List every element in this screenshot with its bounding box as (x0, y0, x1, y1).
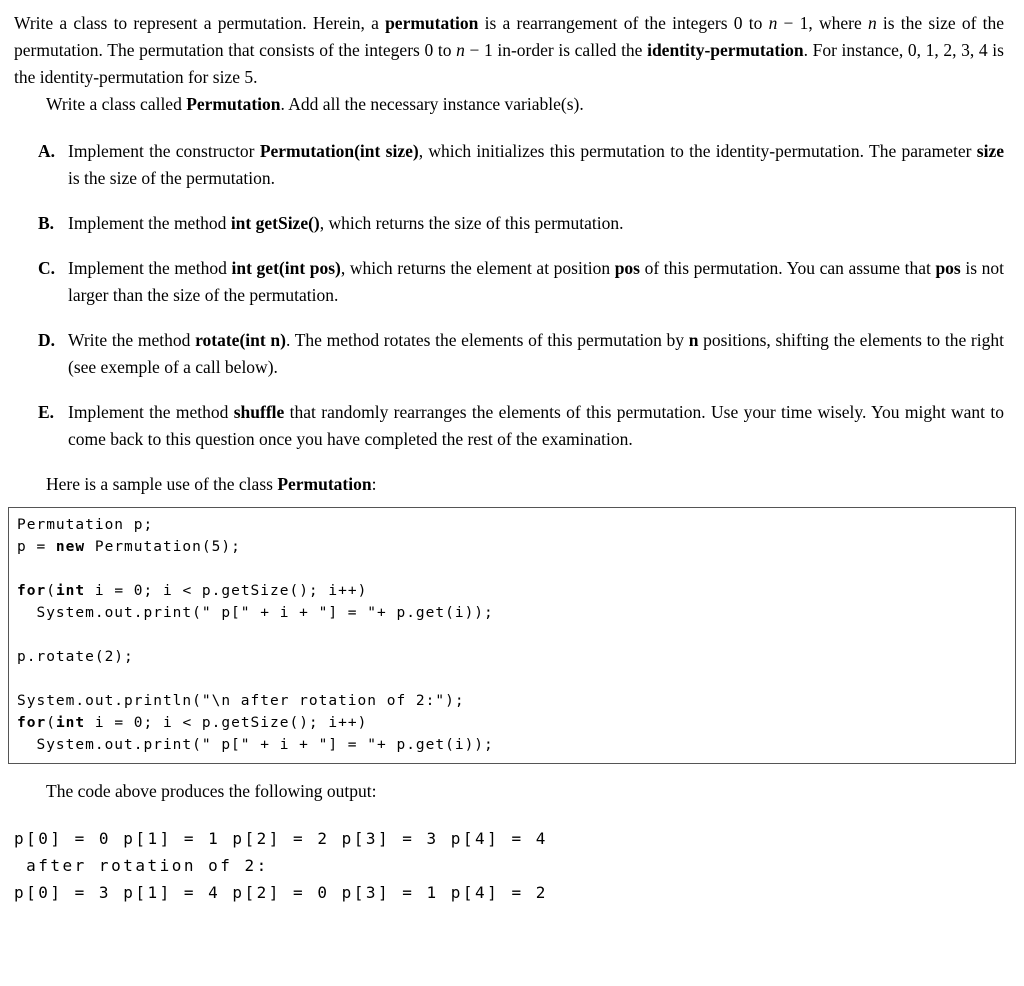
code-line: for(int i = 0; i < p.getSize(); i++) (17, 715, 368, 731)
code-line: p.rotate(2); (17, 649, 134, 665)
intro-paragraph-2: Write a class called Permutation. Add all the necessary instance variable(s). (46, 94, 584, 114)
task-label-b: B. (38, 213, 55, 233)
task-label-a: A. (38, 141, 56, 161)
code-line: for(int i = 0; i < p.getSize(); i++) (17, 583, 368, 599)
task-label-d: D. (38, 330, 56, 350)
task-item-b (38, 210, 1004, 237)
task-text-d: Write the method rotate(int n). The method rotates the elements of this permutation by n positions, shifting the elements to the right (see exemple of a call below). (68, 330, 1004, 377)
output-line: after rotation of 2: (14, 856, 269, 875)
code-line (17, 668, 1007, 690)
code-line: System.out.print(" p[" + i + "] = "+ p.get(i)); (17, 737, 494, 753)
code-line (17, 558, 1007, 580)
task-text-c: Implement the method int get(int pos), which returns the element at position pos of this permutation. You can assume that pos is not larger than the size of the permutation. (68, 258, 1005, 305)
task-item-d (38, 327, 1004, 381)
output-line: p[0] = 3 p[1] = 4 p[2] = 0 p[3] = 1 p[4] = 2 (14, 883, 548, 902)
task-label-e: E. (38, 402, 55, 422)
task-label-c: C. (38, 258, 56, 278)
code-line: System.out.println("\n after rotation of 2:"); (17, 693, 465, 709)
sample-intro: Here is a sample use of the class Permutation: (46, 474, 377, 494)
program-output-block (14, 825, 1004, 906)
task-item-a (38, 138, 1004, 192)
code-line (17, 624, 1007, 646)
task-item-e (38, 399, 1004, 453)
code-line: p = new Permutation(5); (17, 539, 241, 555)
code-line: System.out.print(" p[" + i + "] = "+ p.get(i)); (17, 605, 494, 621)
output-line: p[0] = 0 p[1] = 1 p[2] = 2 p[3] = 3 p[4] = 4 (14, 829, 548, 848)
output-intro: The code above produces the following output: (46, 781, 377, 801)
code-line: Permutation p; (17, 517, 154, 533)
task-text-b: Implement the method int getSize(), which returns the size of this permutation. (68, 213, 624, 233)
task-text-e: Implement the method shuffle that randomly rearranges the elements of this permutation. Use your time wisely. You might want to come back to this question once you have completed the rest of the examination. (68, 402, 1005, 449)
task-item-c (38, 255, 1004, 309)
code-sample-block (8, 507, 1016, 764)
intro-paragraph: Write a class to represent a permutation. Herein, a permutation is a rearrangement of the integers 0 to n − 1, where n is the size of the permutation. The permutation that consists of the integers 0 to n − 1 in-order is called the identity-permutation. For instance, 0, 1, 2, 3, 4 is the identity-permutation for size 5. (14, 13, 1005, 87)
task-text-a: Implement the constructor Permutation(int size), which initializes this permutation to the identity-permutation. The parameter size is the size of the permutation. (68, 141, 1004, 188)
task-list (38, 138, 1004, 453)
